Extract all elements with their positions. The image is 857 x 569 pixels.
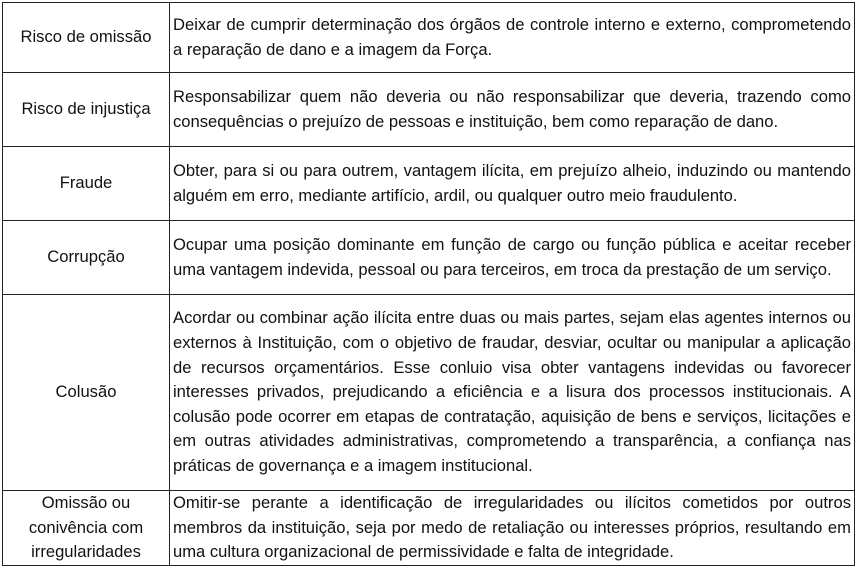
risk-term: Fraude [3,147,170,221]
risk-definition: Omitir-se perante a identificação de irregularidades ou ilícitos cometidos por outros membros da instituição, seja por medo de retaliação ou interesses próprios, resultando em uma cultura organizacional de permissividade e falta de integridade. [170,491,855,566]
risk-definition: Obter, para si ou para outrem, vantagem ilícita, em prejuízo alheio, induzindo ou mantendo alguém em erro, mediante artifício, ardil, ou qualquer outro meio fraudulento. [170,147,855,221]
risk-term: Colusão [3,295,170,491]
table-row [3,295,855,491]
table-row [3,73,855,147]
table-row [3,221,855,295]
table-row [3,491,855,566]
risk-definition: Acordar ou combinar ação ilícita entre duas ou mais partes, sejam elas agentes internos ou externos à Instituição, com o objetivo de fraudar, desviar, ocultar ou manipular a aplicação de recursos orçamentários. Esse conluio visa obter vantagens indevidas ou favorecer interesses privados, prejudicando a eficiência e a lisura dos processos institucionais. A colusão pode ocorrer em etapas de contratação, aquisição de bens e serviços, licitações e em outras atividades administrativas, comprometendo a transparência, a confiança nas práticas de governança e a imagem institucional. [170,295,855,491]
risk-term: Risco de omissão [3,3,170,73]
risk-term: Omissão ou conivência com irregularidades [3,491,170,566]
risk-definition: Responsabilizar quem não deveria ou não responsabilizar que deveria, trazendo como consequências o prejuízo de pessoas e instituição, bem como reparação de dano. [170,73,855,147]
risk-term: Corrupção [3,221,170,295]
risk-definition: Deixar de cumprir determinação dos órgãos de controle interno e externo, comprometendo a reparação de dano e a imagem da Força. [170,3,855,73]
risk-term: Risco de injustiça [3,73,170,147]
table-row [3,147,855,221]
risk-definition: Ocupar uma posição dominante em função de cargo ou função pública e aceitar receber uma vantagem indevida, pessoal ou para terceiros, em troca da prestação de um serviço. [170,221,855,295]
risk-definitions-table [2,2,855,566]
table-row [3,3,855,73]
